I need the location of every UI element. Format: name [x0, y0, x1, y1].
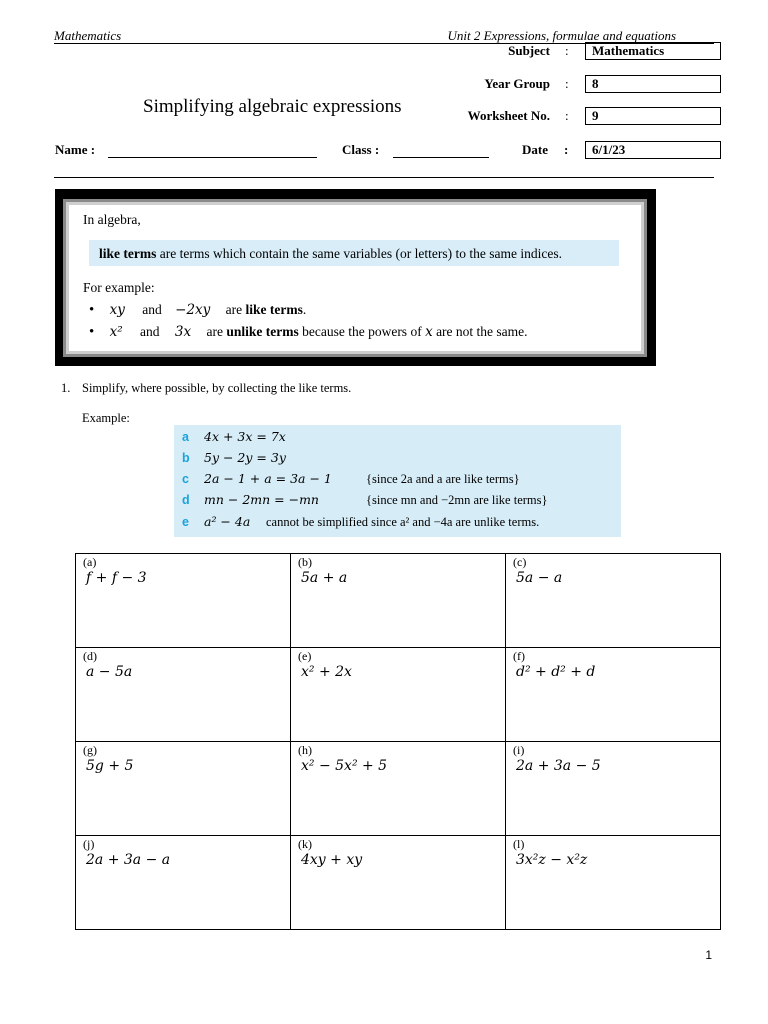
- question-text: Simplify, where possible, by collecting the like terms.: [82, 381, 352, 395]
- problem-cell[interactable]: [506, 836, 721, 930]
- problem-grid: [75, 553, 721, 930]
- header-subject: Mathematics: [54, 28, 122, 43]
- problem-expression: 5g + 5: [86, 758, 134, 774]
- term-minus-2xy: −2xy: [175, 302, 211, 318]
- term-3x: 3x: [174, 324, 192, 340]
- worksheet-no-colon: :: [565, 108, 569, 123]
- section-divider: [54, 177, 714, 178]
- problem-expression: f + f − 3: [86, 570, 147, 586]
- example-expression: 2a − 1 + a = 3a − 1: [204, 471, 332, 486]
- problem-expression: x² + 2x: [301, 664, 352, 680]
- problem-cell[interactable]: [76, 648, 291, 742]
- problem-cell[interactable]: [76, 554, 291, 648]
- example-row: [182, 492, 548, 508]
- problem-label: (j): [83, 837, 95, 851]
- problem-cell[interactable]: [291, 836, 506, 930]
- problem-label: (g): [83, 743, 97, 757]
- for-example-label: For example:: [83, 280, 155, 295]
- unlike-reason-1: because the powers of: [302, 324, 422, 339]
- year-group-label: Year Group: [484, 76, 550, 91]
- example-row: [182, 450, 286, 466]
- subject-field[interactable]: Mathematics: [585, 42, 721, 60]
- word-are: are: [225, 302, 243, 317]
- example-note: {since 2a and a are like terms}: [366, 472, 520, 486]
- problem-expression: 4xy + xy: [301, 852, 363, 868]
- name-field[interactable]: [108, 143, 317, 158]
- word-and: and: [142, 302, 162, 317]
- problem-label: (k): [298, 837, 312, 851]
- problem-expression: 2a + 3a − a: [86, 852, 171, 868]
- example-letter: b: [182, 451, 190, 465]
- word-are: are: [206, 324, 223, 339]
- like-terms-bold: like terms: [99, 246, 157, 261]
- page-number: 1: [705, 948, 712, 962]
- name-label: Name :: [55, 142, 96, 157]
- definition-text: [99, 246, 562, 262]
- definition-intro: In algebra,: [83, 212, 141, 227]
- class-field[interactable]: [393, 143, 489, 158]
- problem-label: (i): [513, 743, 525, 757]
- date-colon: :: [564, 142, 569, 157]
- problem-expression: 5a − a: [516, 570, 563, 586]
- period: .: [302, 302, 307, 317]
- bullet-unlike-terms: [89, 324, 528, 341]
- problem-cell[interactable]: [506, 648, 721, 742]
- subject-label: Subject: [508, 43, 550, 58]
- example-expression: 4x + 3x = 7x: [204, 429, 286, 444]
- example-expression: 5y − 2y = 3y: [204, 450, 286, 465]
- problem-expression: x² − 5x² + 5: [301, 758, 388, 774]
- problem-cell[interactable]: [291, 648, 506, 742]
- problem-expression: a − 5a: [86, 664, 133, 680]
- example-letter: c: [182, 472, 189, 486]
- example-row: [182, 471, 520, 487]
- example-note: {since mn and −2mn are like terms}: [366, 493, 548, 507]
- problem-label: (b): [298, 555, 312, 569]
- example-expression: a² − 4a: [204, 514, 251, 529]
- subject-colon: :: [565, 43, 569, 58]
- example-row: [182, 514, 539, 530]
- example-letter: a: [182, 430, 189, 444]
- example-label: Example:: [82, 411, 130, 425]
- problem-expression: 3x²z − x²z: [516, 852, 588, 868]
- example-expression: mn − 2mn = −mn: [204, 492, 319, 507]
- problem-cell[interactable]: [76, 742, 291, 836]
- year-group-colon: :: [565, 76, 569, 91]
- year-group-field[interactable]: 8: [585, 75, 721, 93]
- definition-box: [69, 205, 641, 351]
- example-box: [174, 425, 621, 537]
- problem-cell[interactable]: [291, 742, 506, 836]
- problem-label: (d): [83, 649, 97, 663]
- unlike-terms-bold: unlike terms: [226, 324, 299, 339]
- problem-label: (a): [83, 555, 97, 569]
- example-row: [182, 429, 286, 445]
- problem-label: (e): [298, 649, 312, 663]
- problem-cell[interactable]: [506, 554, 721, 648]
- problem-expression: d² + d² + d: [516, 664, 596, 680]
- problem-cell[interactable]: [291, 554, 506, 648]
- example-note: cannot be simplified since a² and −4a are unlike terms.: [266, 515, 540, 529]
- definition-rest: are terms which contain the same variables (or letters) to the same indices.: [159, 246, 562, 261]
- worksheet-no-field[interactable]: 9: [585, 107, 721, 125]
- unlike-reason-2: are not the same.: [436, 324, 528, 339]
- problem-label: (l): [513, 837, 525, 851]
- bullet-like-terms: [89, 302, 306, 319]
- bullet-icon: •: [89, 302, 95, 318]
- example-letter: e: [182, 515, 189, 529]
- problem-expression: 2a + 3a − 5: [516, 758, 601, 774]
- date-field[interactable]: 6/1/23: [585, 141, 721, 159]
- term-xy: xy: [109, 302, 125, 318]
- problem-expression: 5a + a: [301, 570, 348, 586]
- problem-label: (f): [513, 649, 525, 663]
- problem-cell[interactable]: [506, 742, 721, 836]
- problem-cell[interactable]: [76, 836, 291, 930]
- example-letter: d: [182, 493, 190, 507]
- problem-label: (h): [298, 743, 312, 757]
- worksheet-title: Simplifying algebraic expressions: [143, 96, 402, 117]
- question-number: 1.: [61, 381, 71, 395]
- variable-x: x: [425, 324, 433, 340]
- class-label: Class :: [342, 142, 380, 157]
- problem-label: (c): [513, 555, 527, 569]
- header-unit: Unit 2 Expressions, formulae and equations: [447, 28, 676, 43]
- date-label: Date: [522, 142, 548, 157]
- bullet-icon: •: [89, 324, 95, 340]
- like-terms-bold-2: like terms: [245, 302, 303, 317]
- term-x-squared: x²: [109, 324, 123, 340]
- worksheet-no-label: Worksheet No.: [467, 108, 550, 123]
- word-and: and: [140, 324, 160, 339]
